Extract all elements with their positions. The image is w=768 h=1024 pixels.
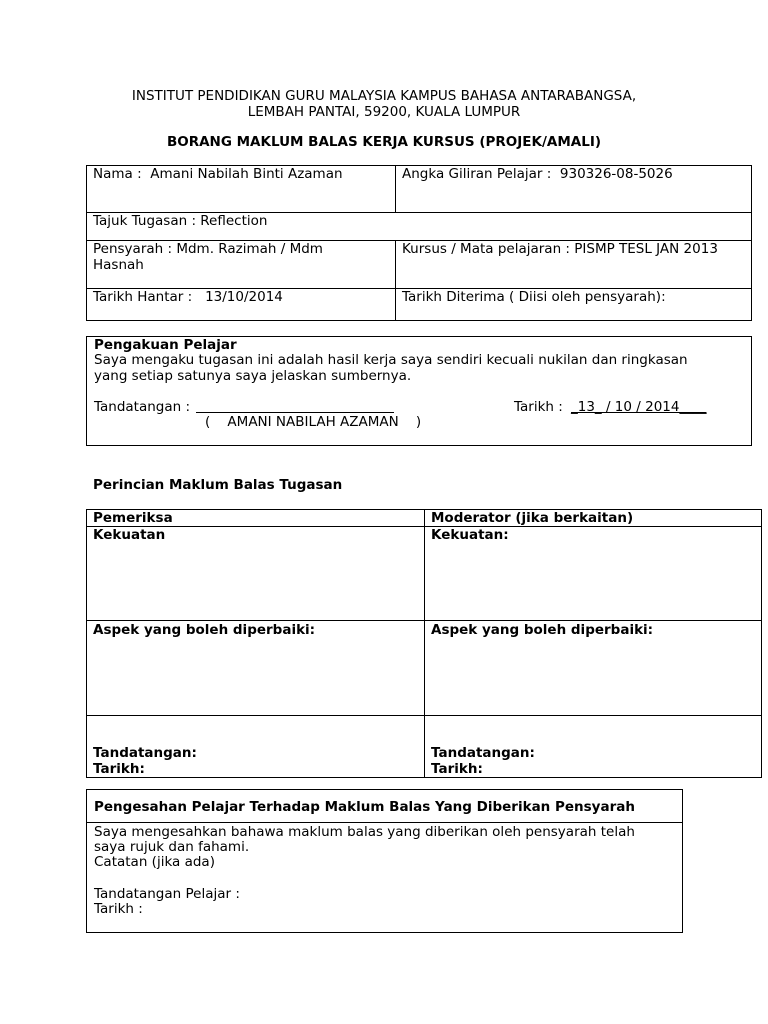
institute-address: LEMBAH PANTAI, 59200, KUALA LUMPUR (247, 104, 521, 120)
pengakuan-tarikh-label: Tarikh : (514, 399, 563, 415)
student-info-table (86, 165, 752, 321)
moderator-tarikh: Tarikh: (431, 761, 483, 777)
pemeriksa-tandatangan: Tandatangan: (93, 745, 197, 761)
col-pemeriksa: Pemeriksa (87, 510, 425, 527)
nama-value: Amani Nabilah Binti Azaman (150, 166, 343, 182)
tandatangan-label: Tandatangan : (94, 399, 191, 415)
pengesahan-box (86, 789, 683, 933)
catatan-label: Catatan (jika ada) (94, 854, 215, 870)
pensyarah-line1: Pensyarah : Mdm. Razimah / Mdm (93, 241, 323, 257)
aspek-moderator: Aspek yang boleh diperbaiki: (425, 621, 762, 716)
nama-label: Nama : (93, 166, 142, 182)
form-title: BORANG MAKLUM BALAS KERJA KURSUS (PROJEK/AMALI) (166, 134, 602, 150)
pengesahan-tarikh-label: Tarikh : (94, 901, 143, 917)
pengesahan-heading: Pengesahan Pelajar Terhadap Maklum Balas Yang Diberikan Pensyarah (94, 799, 635, 815)
pengakuan-text-line2: yang setiap satunya saya jelaskan sumbernya. (94, 368, 412, 384)
pensyarah-cell (87, 241, 396, 289)
tarikh-hantar-label: Tarikh Hantar : (93, 289, 193, 305)
perincian-heading: Perincian Maklum Balas Tugasan (93, 477, 343, 493)
col-moderator: Moderator (jika berkaitan) (425, 510, 762, 527)
pemeriksa-tarikh: Tarikh: (93, 761, 145, 777)
feedback-table (86, 509, 762, 778)
tajuk-tugasan: Tajuk Tugasan : Reflection (87, 213, 752, 241)
pengesahan-text-line2: saya rujuk dan fahami. (94, 839, 250, 855)
pengakuan-heading: Pengakuan Pelajar (94, 337, 237, 353)
moderator-signoff (425, 716, 762, 778)
angka-giliran-cell (396, 166, 752, 213)
angka-giliran-label: Angka Giliran Pelajar : (402, 166, 552, 182)
kursus: Kursus / Mata pelajaran : PISMP TESL JAN 2013 (396, 241, 752, 289)
pengakuan-box (86, 336, 752, 446)
aspek-pemeriksa: Aspek yang boleh diperbaiki: (87, 621, 425, 716)
tandatangan-pelajar-label: Tandatangan Pelajar : (94, 886, 240, 902)
pengesahan-text-line1: Saya mengesahkan bahawa maklum balas yang diberikan oleh pensyarah telah (94, 824, 635, 840)
angka-giliran-value: 930326-08-5026 (559, 166, 673, 182)
tarikh-diterima: Tarikh Diterima ( Diisi oleh pensyarah): (396, 289, 752, 321)
kekuatan-moderator: Kekuatan: (425, 527, 762, 621)
tarikh-hantar-value: 13/10/2014 (205, 289, 283, 305)
nama-cell (87, 166, 396, 213)
pemeriksa-signoff (87, 716, 425, 778)
signature-name: ( AMANI NABILAH AZAMAN ) (205, 414, 422, 430)
kekuatan-pemeriksa: Kekuatan (87, 527, 425, 621)
signature-line (196, 412, 394, 413)
tarikh-hantar-cell (87, 289, 396, 321)
pengesahan-divider (87, 822, 682, 823)
institute-name-line1: INSTITUT PENDIDIKAN GURU MALAYSIA KAMPUS BAHASA ANTARABANGSA, (131, 88, 637, 104)
moderator-tandatangan: Tandatangan: (431, 745, 535, 761)
pengakuan-text-line1: Saya mengaku tugasan ini adalah hasil kerja saya sendiri kecuali nukilan dan ringkasan (94, 352, 688, 368)
pensyarah-line2: Hasnah (93, 257, 144, 273)
pengakuan-tarikh-value: _13_ / 10 / 2014____ (571, 399, 707, 415)
